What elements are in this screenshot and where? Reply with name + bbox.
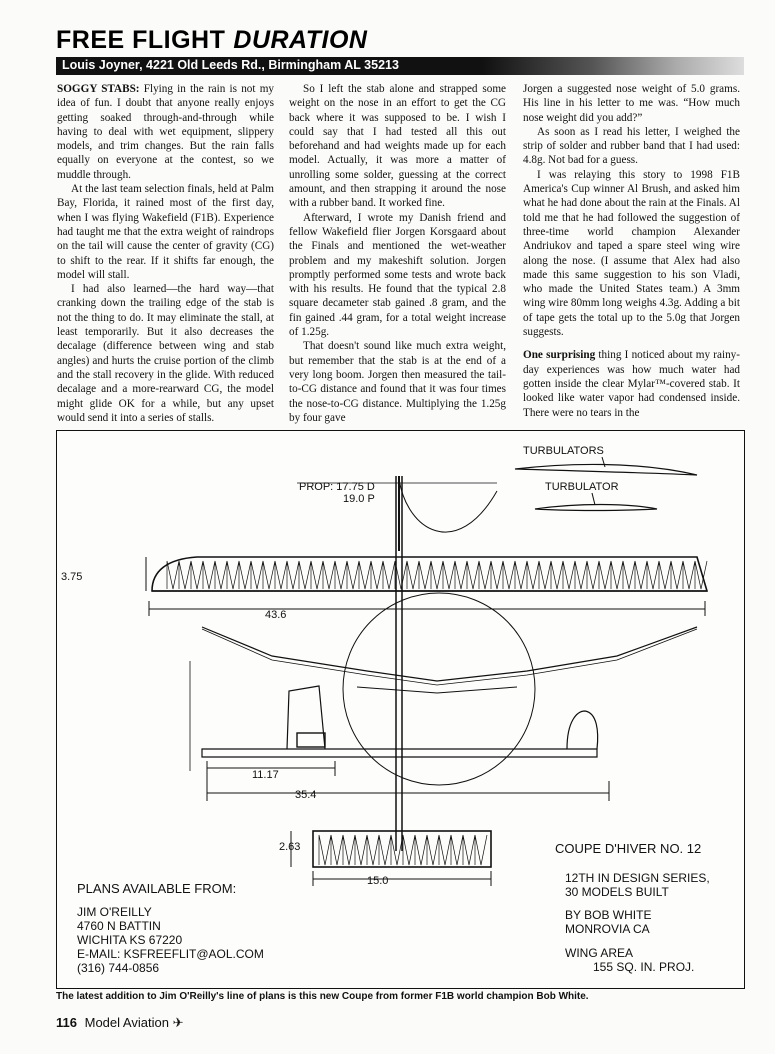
wing-span-dimension: 43.6 — [265, 609, 287, 621]
wing-area-value: 155 SQ. IN. PROJ. — [593, 960, 695, 974]
model-plan-figure — [56, 430, 745, 989]
prop-disc — [343, 593, 535, 785]
page-number: 116 — [56, 1015, 77, 1030]
series-line-2: 30 MODELS BUILT — [565, 885, 669, 899]
turbulators-label: TURBULATORS — [523, 445, 604, 457]
article-column-1 — [57, 82, 274, 425]
author-address: Louis Joyner, 4221 Old Leeds Rd., Birmingham AL 35213 — [62, 58, 399, 72]
model-name: COUPE D'HIVER NO. 12 — [555, 841, 702, 856]
designer-line-1: BY BOB WHITE — [565, 908, 652, 922]
stab-chord-dimension: 2.63 — [279, 841, 301, 853]
stab-span-dimension: 15.0 — [367, 875, 389, 887]
wing-chord-dimension: 3.75 — [61, 571, 83, 583]
plans-heading: PLANS AVAILABLE FROM: — [77, 881, 237, 896]
turbulator-label: TURBULATOR — [545, 481, 619, 493]
author-bar — [56, 57, 744, 75]
plans-city: WICHITA KS 67220 — [77, 933, 183, 947]
paragraph-text: Flying in the rain is not my idea of fun. I doubt that anyone really enjoys getting soaked through-and-through while having to deal with wet equipment, slippery models, and trim changes. But the rain falls equally on everyone at the contest, so we muddle through. — [57, 83, 274, 181]
paragraph: Jorgen a suggested nose weight of 5.0 grams. His line in his letter to me was. “How much nose weight did you add?” — [523, 83, 740, 124]
arrow-icon: ✈ — [172, 1015, 184, 1030]
stab-planform — [291, 831, 491, 886]
paragraph: That doesn't sound like much extra weight, but remember that the stab is at the end of a very long boom. Jorgen then measured the tail-to-CG distance and found that it was four times the nose-to-CG distance. Multiplying the 1.25g by four gave — [289, 340, 506, 424]
title-duration: DURATION — [233, 26, 368, 54]
article-column-3 — [523, 82, 740, 420]
paragraph: At the last team selection finals, held at Palm Bay, Florida, it rained most of the first day, when I was flying Wakefield (F1B). Experience had taught me that the extra weight of raindrops on the tail will cause the center of gravity (CG) to shift to the rear. If it shifts far enough, the model will stall. — [57, 183, 274, 281]
series-line-1: 12TH IN DESIGN SERIES, — [565, 871, 710, 885]
paragraph: I was relaying this story to 1998 F1B America's Cup winner Al Brush, and asked him what he had done about the rain at the Finals. Al told me that he had followed the suggestion of three-time world champion Alexander Andriukov and taped a spare steel wing wire along the nose. (I assume that Alex had also made this same suggestion to his son Vladi, who made the United States team.) A 3mm wing wire 80mm long weighs 4.3g. Adding a bit of tape gets the total up to the 5.0g that Jorgen suggests. — [523, 168, 740, 339]
side-view — [190, 661, 598, 771]
article-column-2 — [289, 82, 506, 425]
paragraph: As soon as I read his letter, I weighed the strip of solder and rubber band that I had used: 4.8g. Not bad for a guess. — [523, 125, 740, 167]
plans-name: JIM O'REILLY — [77, 905, 152, 919]
plans-phone: (316) 744-0856 — [77, 961, 160, 975]
prop-pitch-label: 19.0 P — [343, 493, 375, 505]
front-view-wing — [202, 627, 697, 693]
paragraph: I had also learned—the hard way—that cranking down the trailing edge of the stab is not the thing to do. It may eliminate the stall, at least temporarily. But it also decreases the decalage (difference between wing and stab angles) and hurts the cruise portion of the climb and the stall recovery in the glide. With reduced decalage and a more-rearward CG, the model might glide OK for a while, but any upset would send it into a series of stalls. — [57, 283, 274, 424]
column-title — [56, 26, 367, 55]
plans-street: 4760 N BATTIN — [77, 919, 161, 933]
wing-area-label: WING AREA — [565, 946, 634, 960]
prop-diameter-label: PROP: 17.75 D — [299, 481, 375, 493]
plan-drawing — [57, 431, 744, 988]
figure-caption: The latest addition to Jim O'Reilly's line of plans is this new Coupe from former F1B world champion Bob White. — [56, 991, 589, 1002]
paragraph: Afterward, I wrote my Danish friend and fellow Wakefield flier Jorgen Korsgaard about the Finals and mentioned the wet-weather problem and my makeshift solution. Jorgen promptly performed some tests and wrote back with his results. He found that the typical 2.8 square decameter stab gained .8 gram, and the fin gained .44 gram, for a total weight increase of 1.25g. — [289, 211, 506, 339]
dimension-lines — [207, 761, 609, 801]
paragraph — [523, 348, 740, 419]
title-free-flight: FREE FLIGHT — [56, 26, 226, 54]
plans-email: E-MAIL: KSFREEFLIT@AOL.COM — [77, 947, 264, 961]
wing-planform — [146, 557, 707, 616]
page-footer — [56, 1015, 183, 1031]
paragraph: So I left the stab alone and strapped some weight on the nose in an effort to get the CG back where it was supposed to be. I wish I could say that I had tested all this out beforehand and had weights made up for each model. Actually, it was more a matter of unrolling some solder, guessing at the correct amount, and then strapping it around the nose with a rubber band. It worked fine. — [289, 83, 506, 210]
paragraph-text: thing I noticed about my rainy-day experiences was how much water had gotten inside the clear Mylar™-covered stab. It looked like water vapor had condensed inside. There were no tears in the — [523, 349, 740, 419]
lead-in: One surprising — [523, 349, 596, 362]
lead-in: SOGGY STABS: — [57, 83, 140, 95]
paragraph — [57, 82, 274, 182]
nose-length-dimension: 11.17 — [252, 769, 279, 781]
designer-line-2: MONROVIA CA — [565, 922, 650, 936]
fuselage-length-dimension: 35.4 — [295, 789, 317, 801]
magazine-name: Model Aviation — [84, 1015, 169, 1030]
